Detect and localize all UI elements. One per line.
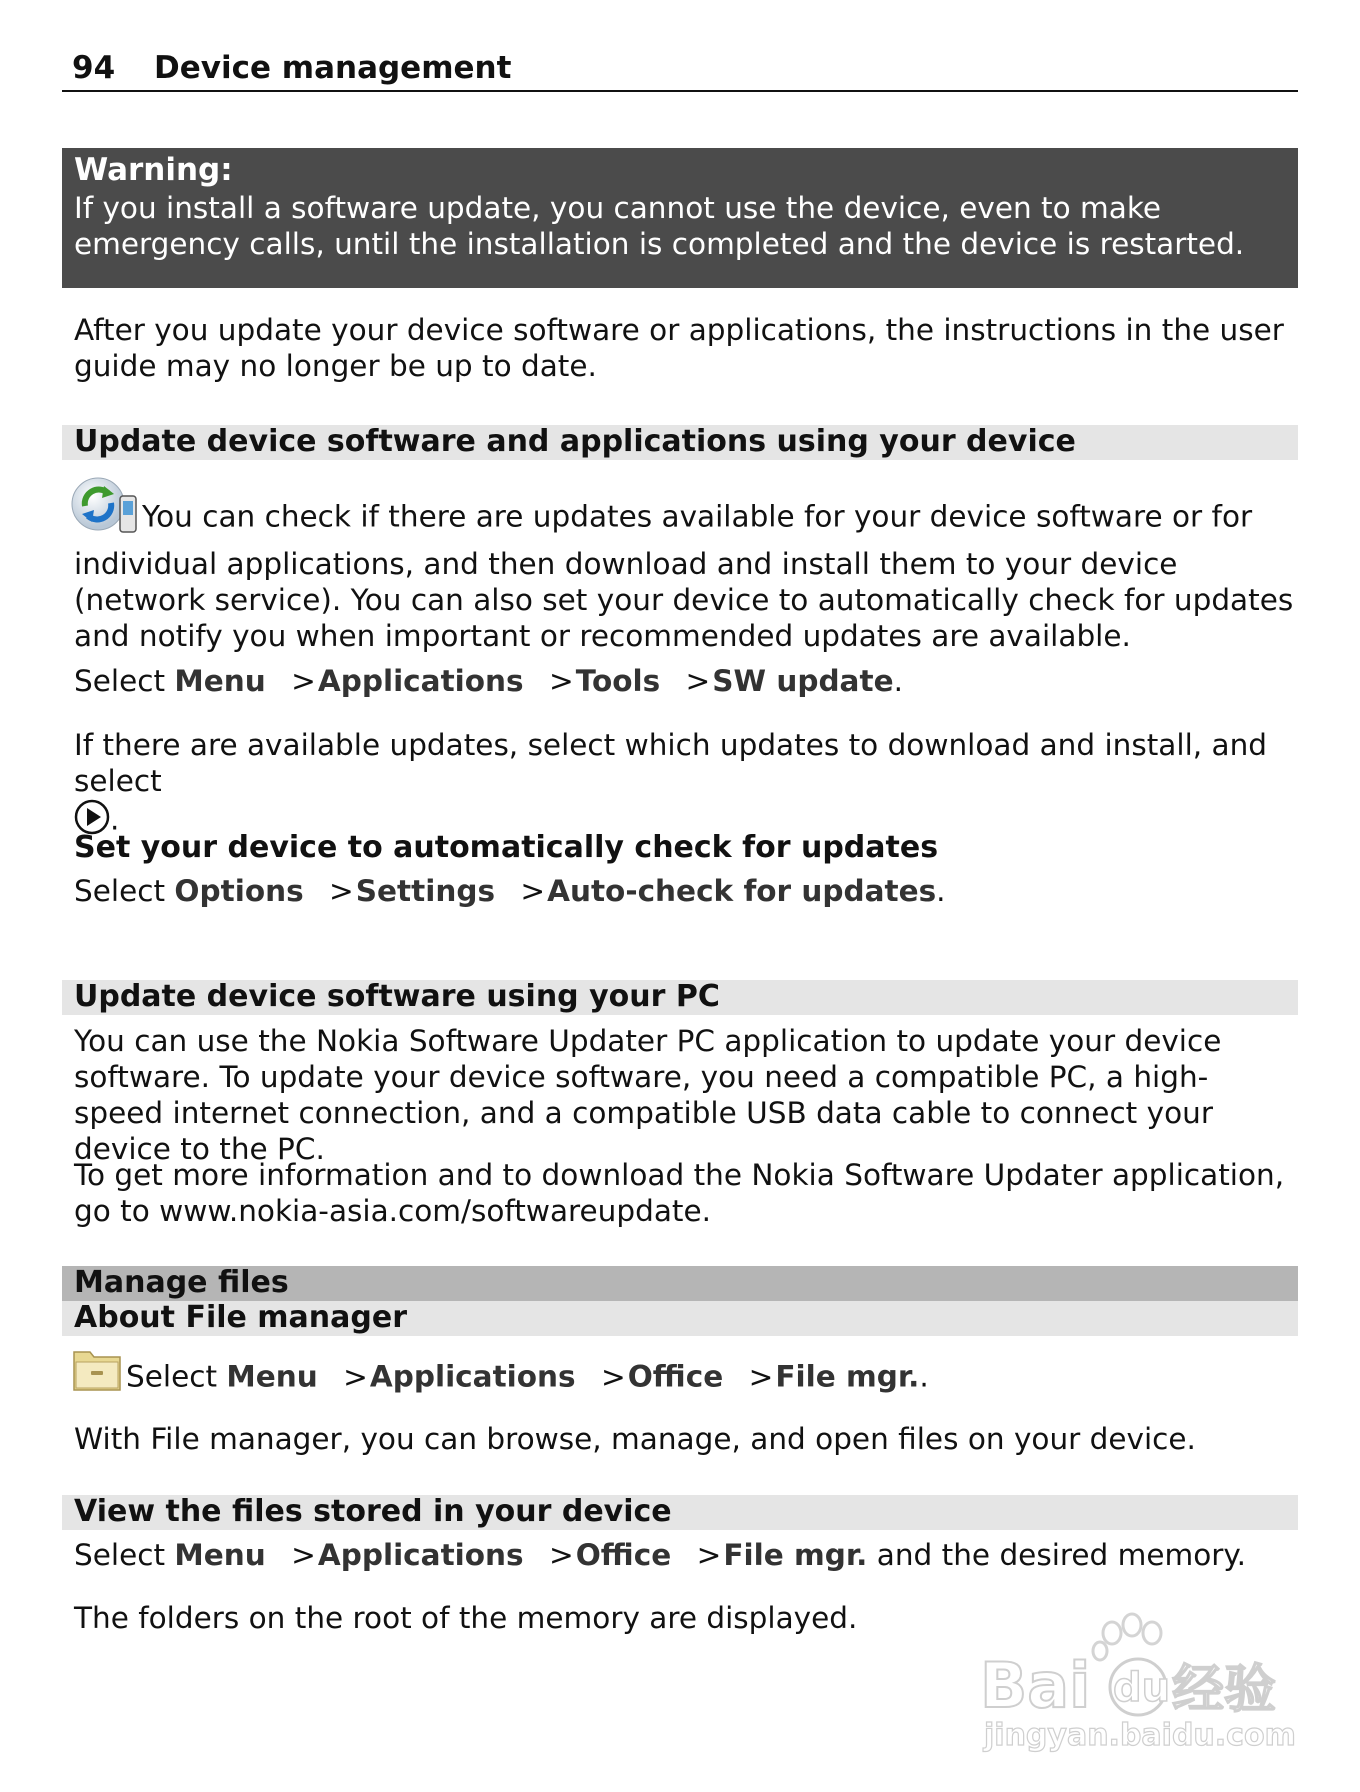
file-manager-description: With File manager, you can browse, manage, and open files on your device. (74, 1422, 1196, 1456)
auto-check-path (74, 873, 1296, 909)
more-info-paragraph: To get more information and to download the Nokia Software Updater application, go to www.nokia-asia.com/softwareupdate. (74, 1158, 1285, 1228)
page-number: 94 (72, 50, 116, 86)
file-manager-icon (72, 1346, 122, 1402)
section-bar-manage-files (62, 1266, 1298, 1301)
select-word: Select (74, 1538, 166, 1572)
sw-update-path (74, 663, 1296, 699)
path-end: . (936, 874, 946, 908)
svg-text:jingyan.baidu.com: jingyan.baidu.com (984, 1718, 1296, 1753)
section-bar-view-files (62, 1495, 1298, 1530)
path-applications: Applications (317, 664, 524, 698)
path-menu: Menu (174, 1538, 266, 1572)
path-tools: Tools (575, 664, 661, 698)
section-title-manage-files: Manage files (74, 1265, 289, 1300)
view-files-path (74, 1537, 1296, 1573)
path-office: Office (575, 1538, 672, 1572)
path-menu: Menu (226, 1359, 318, 1394)
file-manager-path (74, 1354, 1296, 1402)
select-word: Select (74, 874, 166, 908)
available-end: . (110, 802, 120, 837)
svg-text:经验: 经验 (1172, 1660, 1277, 1720)
path-separator: > (748, 1359, 774, 1394)
update-icon (70, 476, 140, 546)
section-bar-about-file-manager (62, 1301, 1298, 1336)
path-sw-update: SW update (712, 664, 894, 698)
update-pc-paragraph: You can use the Nokia Software Updater PC application to update your device software. To update your device software, you need a compatible PC, a high-speed internet connection, and a compatible USB data cable to connect your device to the PC. (74, 1024, 1222, 1166)
section-title-update-device: Update device software and applications using your device (74, 424, 1076, 459)
path-options: Options (174, 874, 304, 908)
path-end: . (893, 664, 903, 698)
path-applications: Applications (317, 1538, 524, 1572)
select-word: Select (74, 664, 166, 698)
intro-paragraph: After you update your device software or applications, the instructions in the user guide may no longer be up to date. (74, 313, 1284, 383)
path-separator: > (549, 664, 574, 698)
page-header (62, 46, 1298, 92)
path-separator: > (685, 664, 711, 698)
path-auto-check: Auto-check for updates (547, 874, 937, 908)
baidu-watermark (960, 1595, 1300, 1755)
path-file-mgr: File mgr. (723, 1538, 868, 1572)
svg-text:Bai: Bai (980, 1649, 1091, 1722)
update-device-text: You can check if there are updates available for your device software or for individual applications, and then download and install them to your device (network service). You can also set your device to automatically check for updates and notify you when important or recommended updates are available. (74, 499, 1294, 653)
path-separator: > (601, 1359, 626, 1394)
path-settings: Settings (355, 874, 496, 908)
available-updates-text: If there are available updates, select which updates to download and install, and select (74, 728, 1268, 798)
root-folders-text: The folders on the root of the memory are displayed. (74, 1601, 858, 1635)
path-file-mgr: File mgr. (775, 1359, 920, 1394)
path-menu: Menu (174, 664, 266, 698)
section-bar-update-device (62, 425, 1298, 460)
path-separator: > (696, 1538, 722, 1572)
section-title-view-files: View the files stored in your device (74, 1494, 672, 1529)
path-separator: > (549, 1538, 574, 1572)
auto-check-heading: Set your device to automatically check for updates (74, 830, 939, 865)
path-separator: > (329, 874, 354, 908)
warning-text: If you install a software update, you cannot use the device, even to make emergency calls, until the installation is completed and the device is restarted. (74, 191, 1245, 261)
warning-box (62, 148, 1298, 288)
update-device-paragraph (74, 490, 1296, 654)
path-separator: > (520, 874, 546, 908)
path-office: Office (627, 1359, 724, 1394)
path-separator: > (291, 1538, 316, 1572)
path-end: . (919, 1359, 929, 1394)
path-end: and the desired memory. (876, 1538, 1247, 1572)
section-bar-update-pc (62, 980, 1298, 1015)
svg-text:du: du (1113, 1665, 1171, 1711)
available-updates-paragraph (74, 727, 1296, 843)
chapter-title: Device management (154, 50, 512, 86)
path-separator: > (291, 664, 316, 698)
warning-title: Warning: (74, 152, 233, 188)
path-applications: Applications (369, 1359, 576, 1394)
select-word: Select (126, 1359, 218, 1394)
section-title-update-pc: Update device software using your PC (74, 979, 720, 1014)
section-title-about-file-manager: About File manager (74, 1300, 408, 1335)
path-separator: > (343, 1359, 368, 1394)
